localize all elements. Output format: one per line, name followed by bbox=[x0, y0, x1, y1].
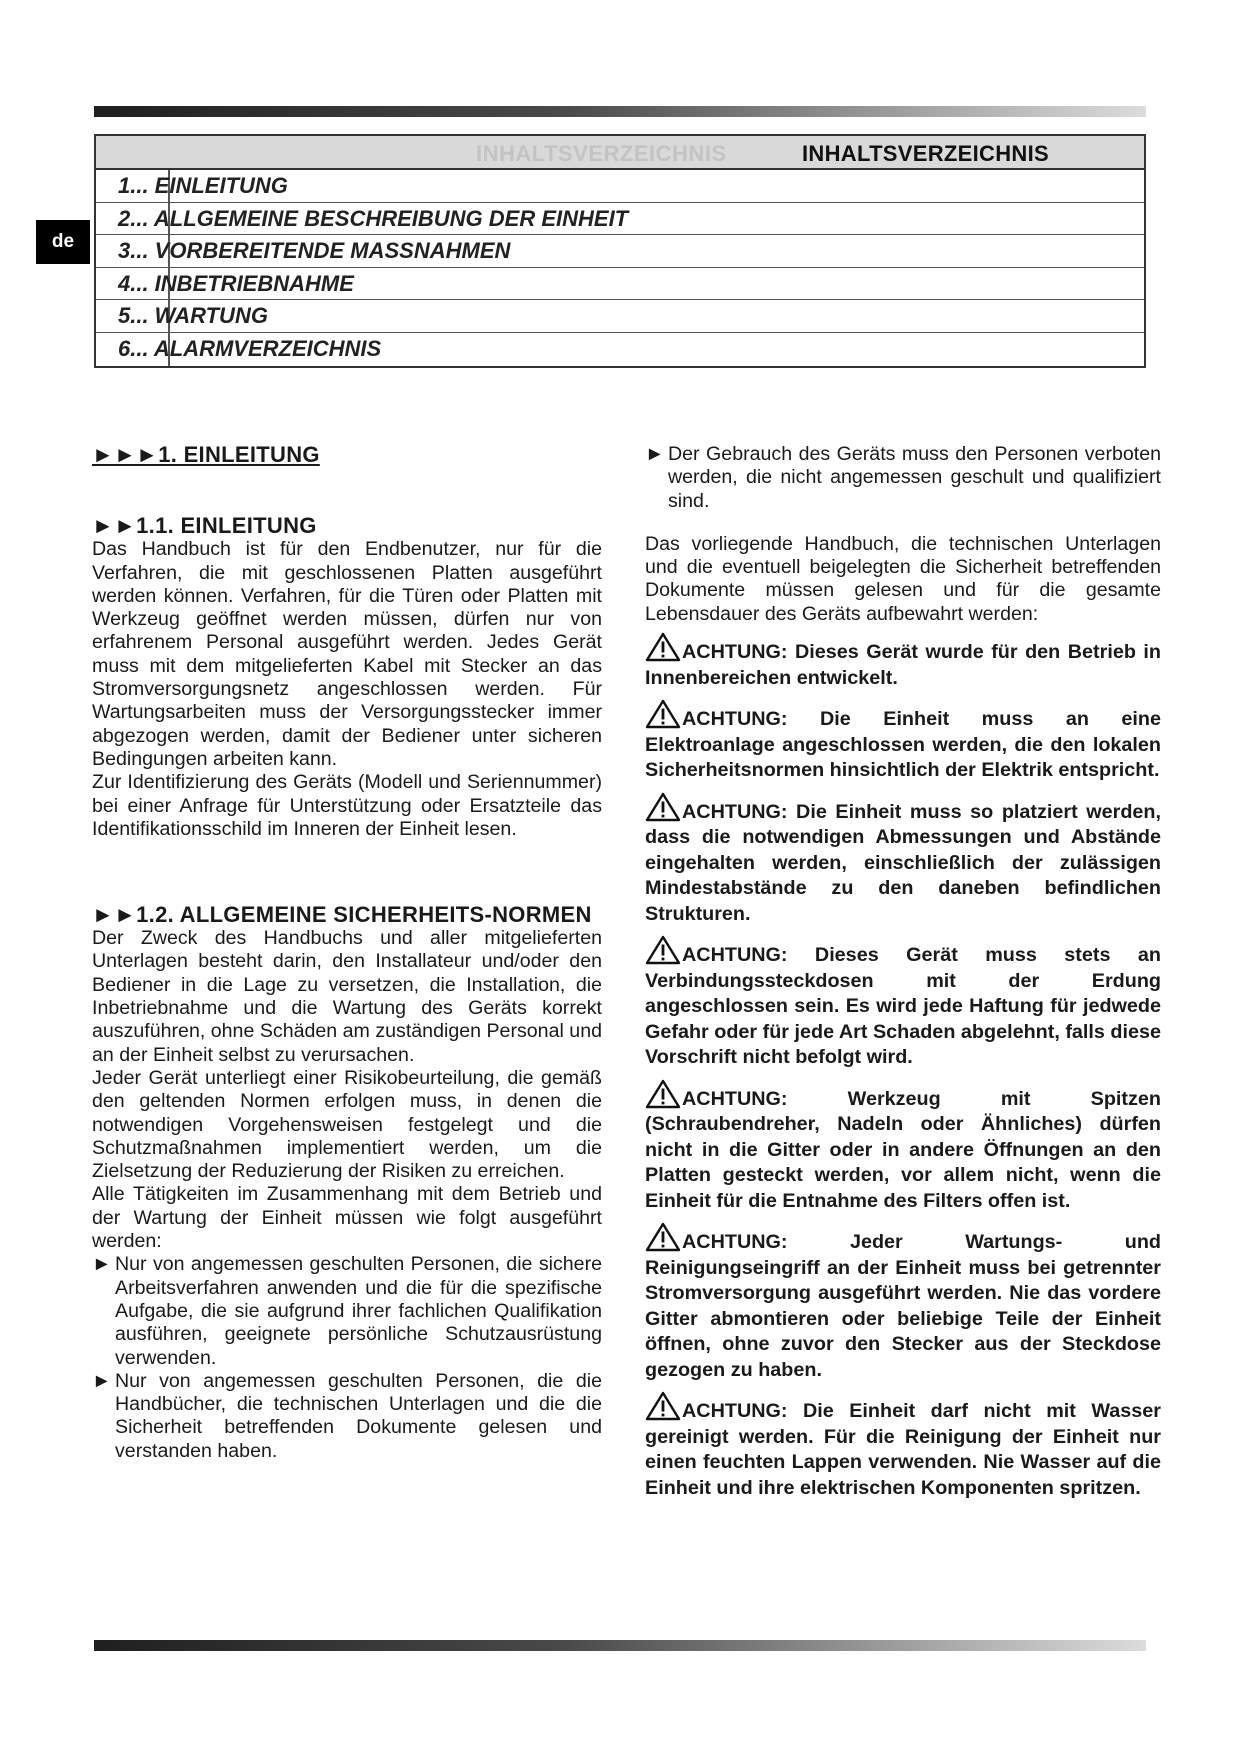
top-decorative-bar bbox=[94, 106, 1146, 117]
warning-text: ACHTUNG: Dieses Gerät wurde für den Betrieb in Innenbereichen entwickelt. bbox=[645, 641, 1161, 689]
paragraph: Das Handbuch ist für den Endbenutzer, nur für die Verfahren, die mit geschlossenen Platten ausgeführt werden können. Verfahren, für die Türen oder Platten mit Werkzeug geöffnet werden müssen, dürfen nur von erfahrenem Personal ausgeführt werden. Jedes Gerät muss mit dem mitgelieferten Kabel mit Stecker an das Stromversorgungsnetz angeschlossen werden. Für Wartungsarbeiten muss der Versorgungsstecker immer abgezogen werden, damit der Bediener unter sicheren Bedingungen arbeiten kann. bbox=[92, 538, 602, 770]
toc-item[interactable]: 2... ALLGEMEINE BESCHREIBUNG DER EINHEIT bbox=[96, 203, 1144, 236]
list-item-text: Nur von angemessen geschulten Personen, die die Handbücher, die technischen Unterlagen und die die Sicherheit betreffenden Dokumente gelesen und verstanden haben. bbox=[115, 1369, 602, 1462]
warning-text: ACHTUNG: Die Einheit darf nicht mit Wasser gereinigt werden. Für die Reinigung der Einheit nur einen feuchten Lappen verwenden. Nie Wasser auf die Einheit und ihre elektrischen Komponenten spritzen. bbox=[645, 1400, 1161, 1499]
toc-item[interactable]: 6... ALARMVERZEICHNIS bbox=[118, 335, 382, 361]
list-item-text: Der Gebrauch des Geräts muss den Personen verboten werden, die nicht angemessen geschult und qualifiziert sind. bbox=[668, 443, 1161, 512]
warning-text: ACHTUNG: Dieses Gerät muss stets an Verbindungssteckdosen mit der Erdung angeschlossen sein. Es wird jede Haftung für jedwede Gefahr oder für jede Art Schaden abgelehnt, falls diese Vorschrift nicht befolgt wird. bbox=[645, 944, 1161, 1069]
warning-triangle-icon bbox=[645, 1222, 681, 1252]
language-tab: de bbox=[36, 220, 90, 264]
list-item bbox=[92, 1253, 602, 1369]
warning-item bbox=[645, 1222, 1161, 1383]
toc-ghost-title: INHALTSVERZEICHNIS bbox=[476, 141, 727, 166]
warning-item bbox=[645, 935, 1161, 1071]
warning-text: ACHTUNG: Die Einheit muss an eine Elektroanlage angeschlossen werden, die den lokalen Sicherheitsnormen hinsichtlich der Elektrik entspricht. bbox=[645, 708, 1161, 782]
toc-title: INHALTSVERZEICHNIS bbox=[801, 141, 1049, 166]
section-heading-1: ►►►1. EINLEITUNG bbox=[92, 442, 320, 467]
warning-item bbox=[645, 699, 1161, 784]
paragraph: Alle Tätigkeiten im Zusammenhang mit dem Betrieb und der Wartung der Einheit müssen wie folgt ausgeführt werden: bbox=[92, 1183, 602, 1253]
warning-text: ACHTUNG: Werkzeug mit Spitzen (Schraubendreher, Nadeln oder Ähnliches) dürfen nicht in die Gitter oder in andere Öffnungen an den Platten gesteckt werden, vor allem nicht, wenn die Einheit für die Entnahme des Filters offen ist. bbox=[645, 1087, 1161, 1212]
paragraph: Der Zweck des Handbuchs und aller mitgelieferten Unterlagen besteht darin, den Installateur und/oder den Bediener in die Lage zu versetzen, die Installation, die Inbetriebnahme und die Wartung des Geräts korrekt auszuführen, ohne Schäden am zuständigen Personal und an der Einheit selbst zu verursachen. bbox=[92, 927, 602, 1066]
paragraph: Jeder Gerät unterliegt einer Risikobeurteilung, die gemäß den geltenden Normen erfolgen muss, in denen die notwendigen Vorgehensweisen festgelegt und die Schutzmaßnahmen implementiert werden, um die Zielsetzung der Reduzierung der Risiken zu erreichen. bbox=[92, 1066, 602, 1183]
toc-item[interactable]: 1... EINLEITUNG bbox=[96, 170, 1144, 203]
warning-triangle-icon bbox=[645, 1391, 681, 1421]
toc-item[interactable]: 5... WARTUNG bbox=[96, 300, 1144, 333]
bottom-decorative-bar bbox=[94, 1640, 1146, 1651]
warning-triangle-icon bbox=[645, 935, 681, 965]
list-item-text: Nur von angemessen geschulten Personen, die sichere Arbeitsverfahren anwenden und die für die spezifische Aufgabe, die sie aufgrund ihrer fachlichen Qualifikation ausführen, geeignete persönliche Schutzausrüstung verwenden. bbox=[115, 1253, 602, 1369]
list-item bbox=[645, 443, 1161, 513]
warning-triangle-icon bbox=[645, 699, 681, 729]
paragraph: Das vorliegende Handbuch, die technischen Unterlagen und die eventuell beigelegten die Sicherheit betreffenden Dokumente müssen gelesen und für die gesamte Lebensdauer des Geräts aufbewahrt werden: bbox=[645, 532, 1161, 625]
paragraph: Zur Identifizierung des Geräts (Modell und Seriennummer) bei einer Anfrage für Unterstützung oder Ersatzteile das Identifikationsschild im Inneren der Einheit lesen. bbox=[92, 771, 602, 840]
section-heading-1-1: ►►1.1. EINLEITUNG bbox=[92, 513, 317, 539]
warning-triangle-icon bbox=[645, 1079, 681, 1109]
warning-item bbox=[645, 792, 1161, 928]
list-item bbox=[92, 1370, 602, 1463]
bullet-arrow-icon: ► bbox=[645, 443, 665, 465]
warning-triangle-icon bbox=[645, 632, 681, 662]
right-column bbox=[645, 443, 1161, 1501]
table-of-contents bbox=[94, 134, 1146, 368]
toc-header bbox=[96, 136, 1144, 170]
warning-triangle-icon bbox=[645, 792, 681, 822]
left-column bbox=[92, 440, 602, 1463]
toc-item[interactable]: 4... INBETRIEBNAHME bbox=[96, 268, 1144, 301]
warning-list bbox=[645, 632, 1161, 1501]
warning-item bbox=[645, 1391, 1161, 1501]
bullet-arrow-icon: ► bbox=[92, 1369, 112, 1392]
section-heading-1-2: ►►1.2. ALLGEMEINE SICHERHEITS-NORMEN bbox=[92, 902, 592, 928]
warning-item bbox=[645, 1079, 1161, 1215]
warning-item bbox=[645, 632, 1161, 691]
warning-text: ACHTUNG: Die Einheit muss so platziert werden, dass die notwendigen Abmessungen und Abstände eingehalten werden, einschließlich der zulässigen Mindestabstände zu den daneben befindlichen Strukturen. bbox=[645, 800, 1161, 925]
warning-text: ACHTUNG: Jeder Wartungs- und Reinigungseingriff an der Einheit muss bei getrennter Stromversorgung ausgeführt werden. Nie das vordere Gitter abmontieren oder beliebige Teile der Einheit öffnen, ohne zuvor den Stecker aus der Steckdose gezogen zu haben. bbox=[645, 1231, 1161, 1381]
bullet-arrow-icon: ► bbox=[92, 1253, 112, 1276]
toc-item[interactable]: 3... VORBEREITENDE MASSNAHMEN bbox=[96, 235, 1144, 268]
